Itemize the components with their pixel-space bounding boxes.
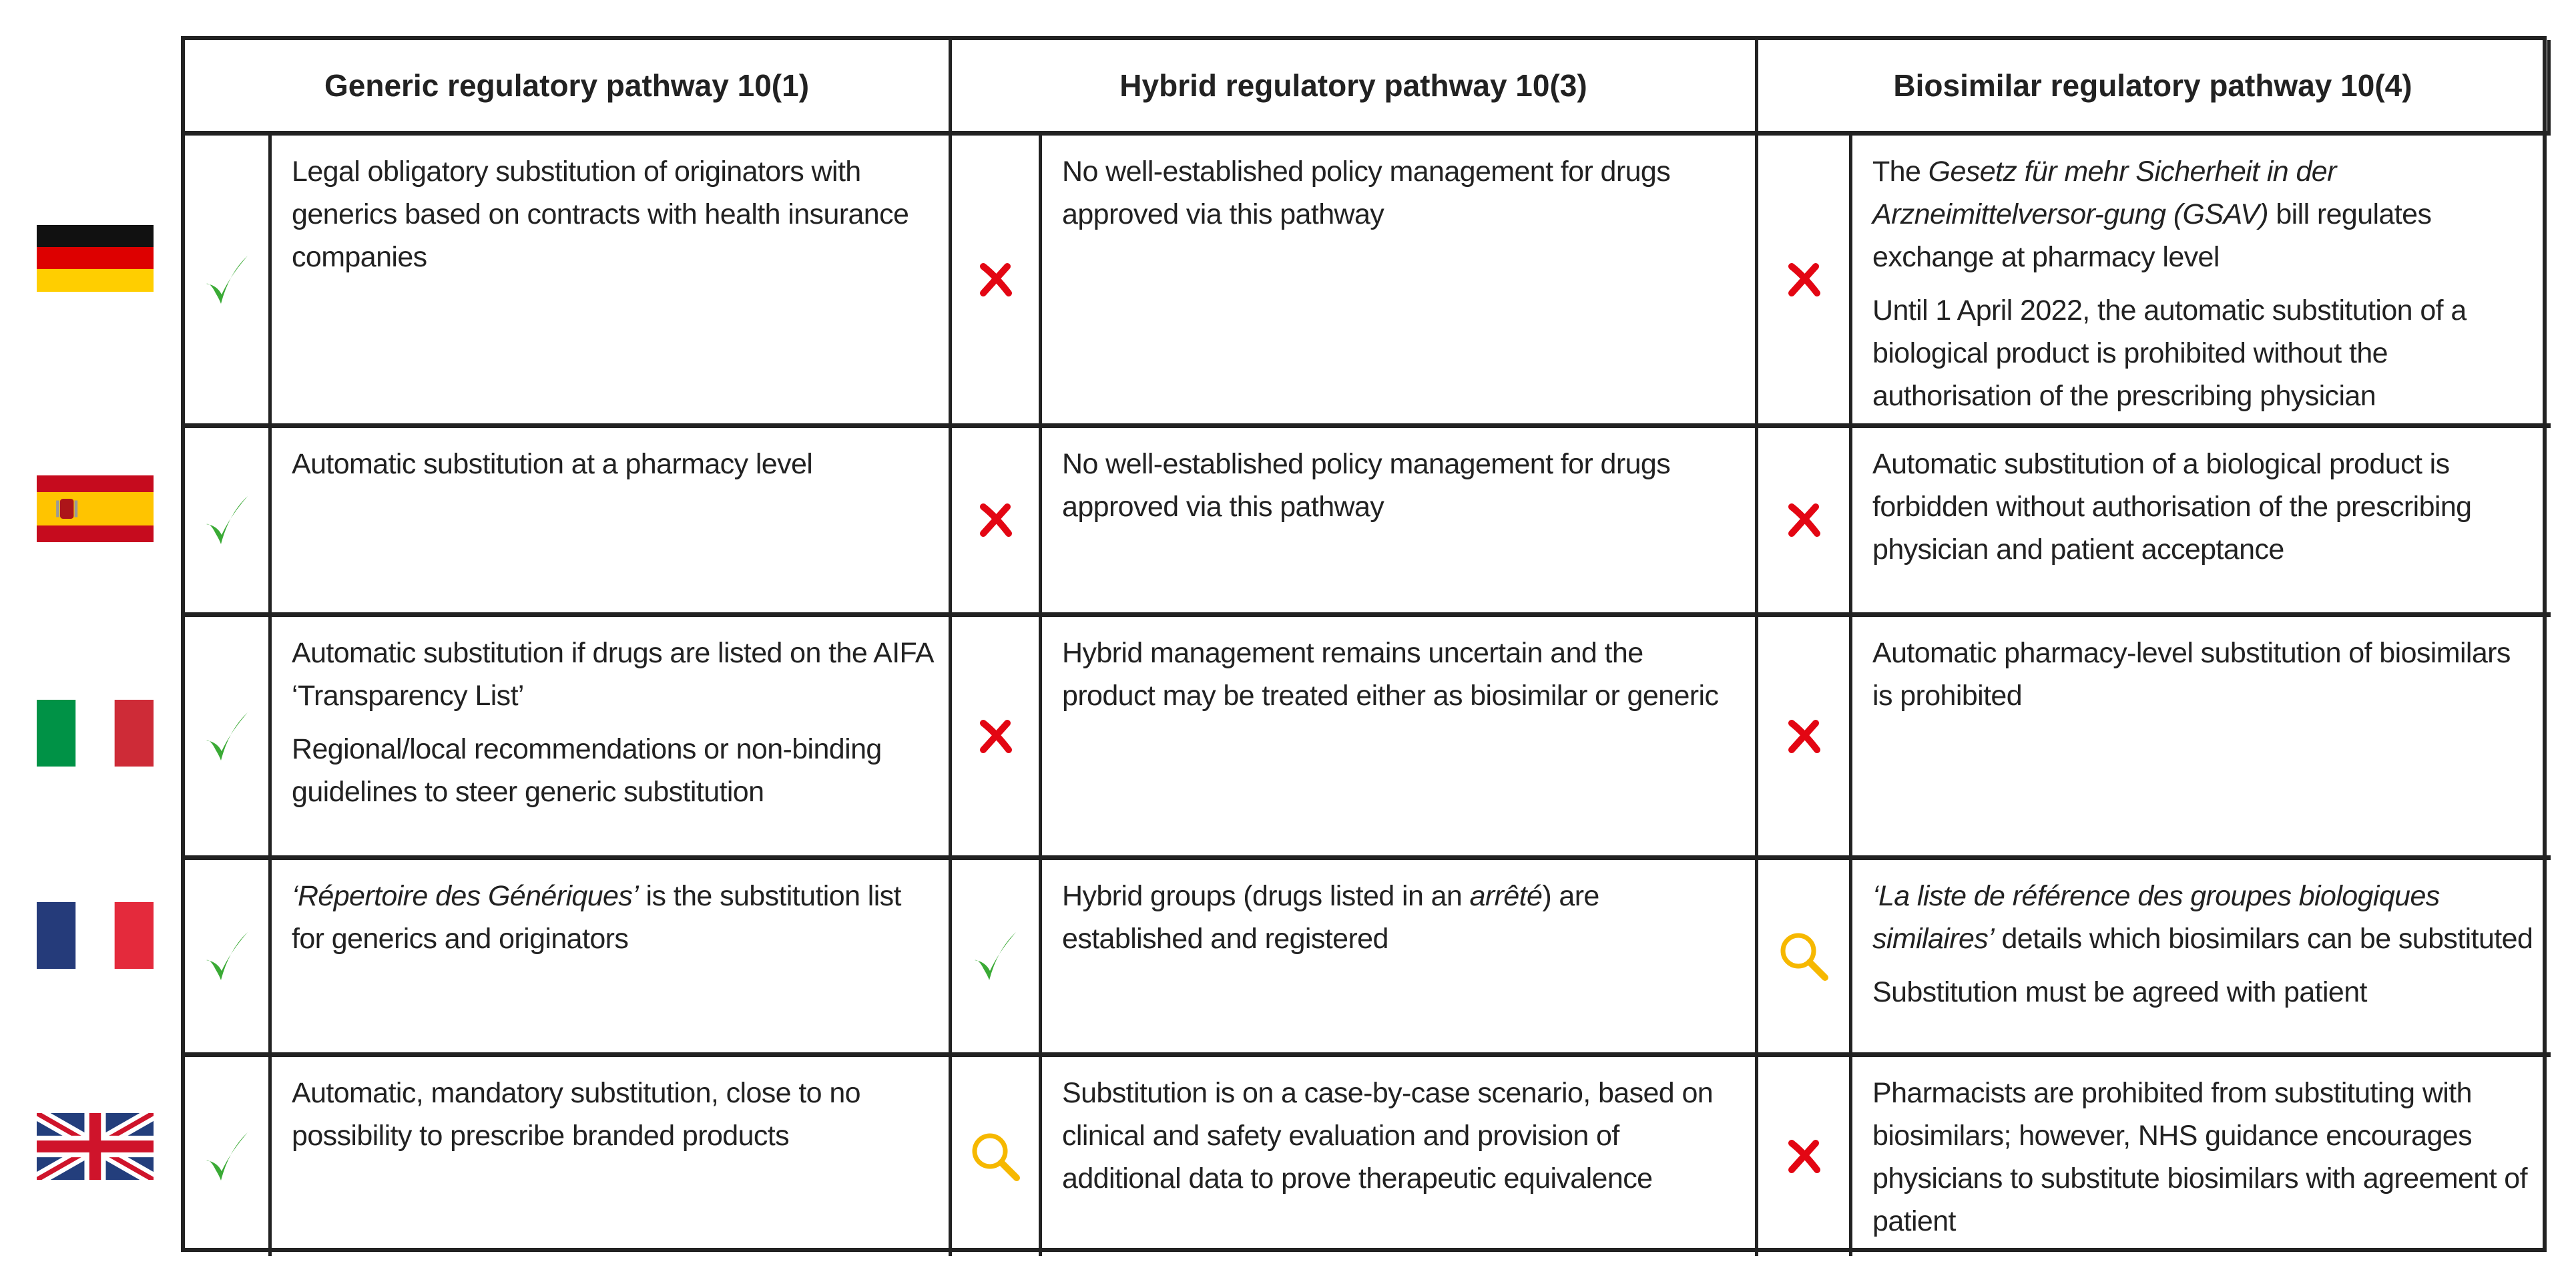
italic-text: Gesetz für mehr Sicherheit in der Arzneimittelversor-gung (GSAV) — [1872, 156, 2336, 230]
cross-icon — [1758, 1057, 1852, 1256]
cell-paragraph — [292, 728, 934, 813]
cell-paragraph — [292, 632, 934, 717]
cell-paragraph — [1872, 150, 2536, 278]
italy-biosimilar-cell — [1852, 617, 2551, 860]
cell-text: No well-established policy management for drugs approved via this pathway — [1062, 156, 1671, 230]
header-biosimilar-pathway: Biosimilar regulatory pathway 10(4) — [1758, 40, 2551, 136]
italic-text: ‘La liste de référence des groupes biologiques similaires’ — [1872, 880, 2440, 955]
cell-text: Until 1 April 2022, the automatic substitution of a biological product is prohibited without the authorisation of the prescribing physician — [1872, 294, 2467, 412]
cell-text: Legal obligatory substitution of originators with generics based on contracts with health insurance companies — [292, 156, 909, 273]
cell-text: details which biosimilars can be substituted — [1994, 923, 2533, 955]
checkmark-icon — [185, 617, 272, 860]
magnifier-icon — [1758, 860, 1852, 1057]
cell-paragraph — [1872, 971, 2536, 1014]
united-kingdom-flag — [37, 1113, 154, 1180]
cell-text: The — [1872, 156, 1928, 188]
italy-generic-cell — [272, 617, 952, 860]
cell-paragraph — [1872, 875, 2536, 960]
cell-paragraph — [1872, 289, 2536, 417]
substitution-policy-table — [181, 36, 2547, 1252]
checkmark-icon — [185, 428, 272, 617]
cell-text: is the substitution list for generics and originators — [292, 880, 901, 955]
checkmark-icon — [952, 860, 1042, 1057]
cell-paragraph — [292, 443, 934, 485]
united-kingdom-biosimilar-cell — [1852, 1057, 2551, 1256]
italy-flag — [37, 700, 154, 767]
cell-text: Automatic substitution at a pharmacy level — [292, 448, 813, 480]
cell-text: No well-established policy management for drugs approved via this pathway — [1062, 448, 1671, 523]
cross-icon — [952, 136, 1042, 428]
cell-paragraph — [1872, 1072, 2536, 1243]
cell-paragraph — [292, 150, 934, 278]
cell-text: Substitution must be agreed with patient — [1872, 976, 2367, 1008]
checkmark-icon — [185, 136, 272, 428]
header-hybrid-pathway: Hybrid regulatory pathway 10(3) — [952, 40, 1758, 136]
cross-icon — [952, 428, 1042, 617]
cell-text: ) are established and registered — [1062, 880, 1599, 955]
magnifier-icon — [952, 1057, 1042, 1256]
united-kingdom-hybrid-cell — [1042, 1057, 1758, 1256]
spain-flag — [37, 475, 154, 542]
cell-text: Automatic substitution if drugs are listed on the AIFA ‘Transparency List’ — [292, 637, 933, 712]
cell-paragraph — [1062, 443, 1740, 528]
spain-generic-cell — [272, 428, 952, 617]
cell-paragraph — [292, 1072, 934, 1157]
cell-paragraph — [1062, 875, 1740, 960]
cross-icon — [952, 617, 1042, 860]
cell-text: Substitution is on a case-by-case scenario, based on clinical and safety evaluation and provision of additional data to prove therapeutic equivalence — [1062, 1077, 1714, 1195]
france-hybrid-cell — [1042, 860, 1758, 1057]
cell-text: Hybrid management remains uncertain and the product may be treated either as biosimilar or generic — [1062, 637, 1719, 712]
cell-paragraph — [1062, 1072, 1740, 1200]
cross-icon — [1758, 617, 1852, 860]
checkmark-icon — [185, 860, 272, 1057]
cell-text: Hybrid groups (drugs listed in an — [1062, 880, 1470, 912]
italic-text: arrêté — [1469, 880, 1543, 912]
italic-text: ‘Répertoire des Génériques’ — [292, 880, 639, 912]
france-generic-cell — [272, 860, 952, 1057]
cell-text: bill regulates exchange at pharmacy level — [1872, 198, 2432, 273]
cell-paragraph — [1062, 150, 1740, 236]
germany-hybrid-cell — [1042, 136, 1758, 428]
cell-text: Regional/local recommendations or non-binding guidelines to steer generic substitution — [292, 733, 882, 808]
cross-icon — [1758, 428, 1852, 617]
spain-hybrid-cell — [1042, 428, 1758, 617]
header-generic-pathway: Generic regulatory pathway 10(1) — [185, 40, 952, 136]
cell-text: Automatic pharmacy-level substitution of biosimilars is prohibited — [1872, 637, 2511, 712]
italy-hybrid-cell — [1042, 617, 1758, 860]
cell-paragraph — [1872, 443, 2536, 571]
cell-text: Automatic substitution of a biological product is forbidden without authorisation of the prescribing physician and patient acceptance — [1872, 448, 2472, 566]
germany-biosimilar-cell — [1852, 136, 2551, 428]
cell-paragraph — [1872, 632, 2536, 717]
germany-flag — [37, 225, 154, 292]
cross-icon — [1758, 136, 1852, 428]
germany-generic-cell — [272, 136, 952, 428]
checkmark-icon — [185, 1057, 272, 1256]
cell-paragraph — [292, 875, 934, 960]
united-kingdom-generic-cell — [272, 1057, 952, 1256]
cell-text: Pharmacists are prohibited from substituting with biosimilars; however, NHS guidance encourages physicians to substitute biosimilars with agreement of patient — [1872, 1077, 2527, 1237]
france-biosimilar-cell — [1852, 860, 2551, 1057]
spain-biosimilar-cell — [1852, 428, 2551, 617]
cell-paragraph — [1062, 632, 1740, 717]
cell-text: Automatic, mandatory substitution, close to no possibility to prescribe branded products — [292, 1077, 860, 1152]
france-flag — [37, 902, 154, 969]
